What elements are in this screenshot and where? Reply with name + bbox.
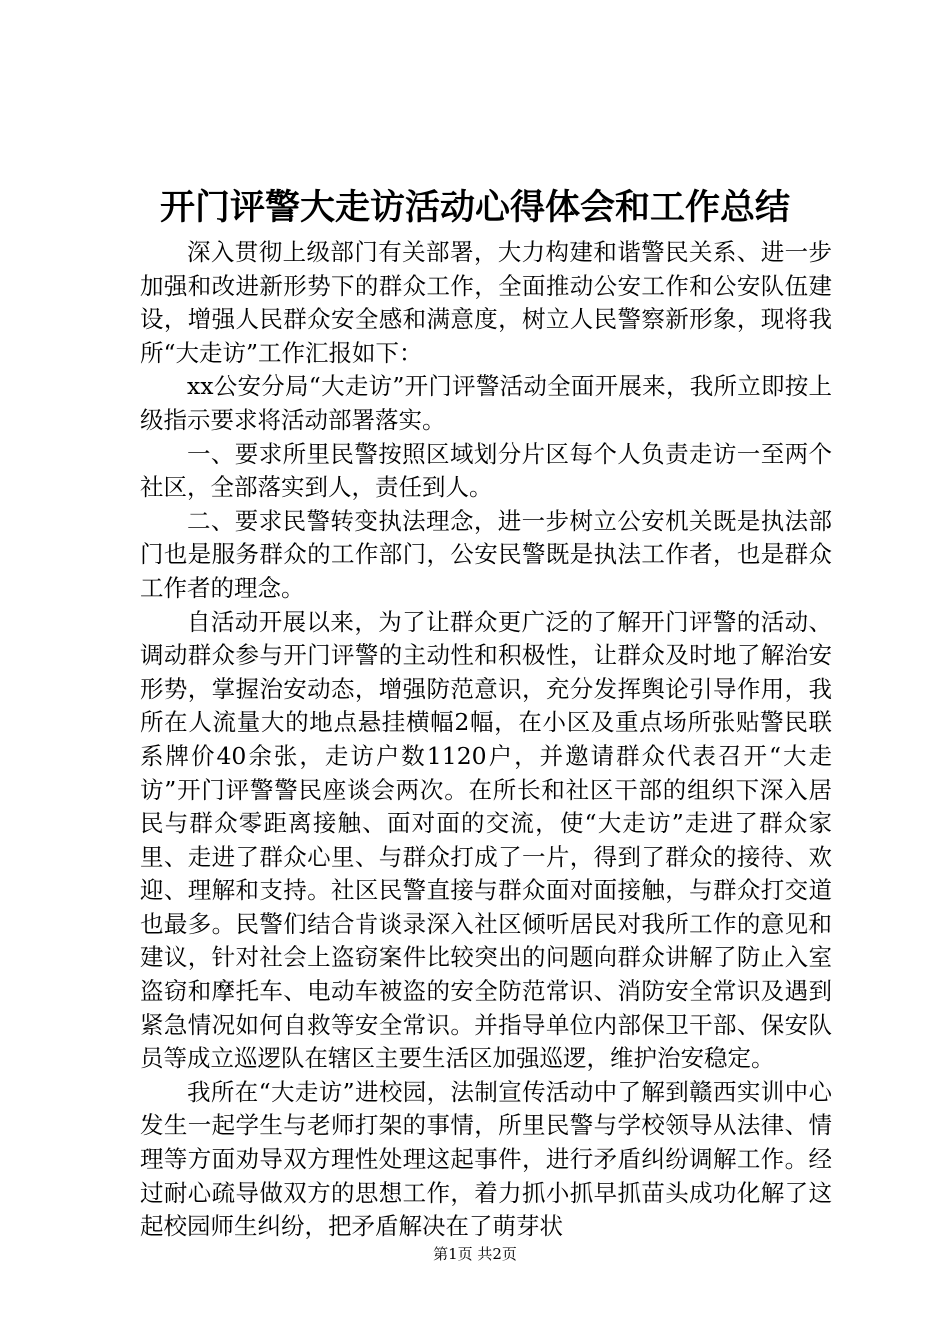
paragraph-requirement-one: 一、要求所里民警按照区域划分片区每个人负责走访一至两个社区，全部落实到人，责任到人。 xyxy=(140,439,832,502)
document-body xyxy=(140,236,832,1244)
document-title: 开门评警大走访活动心得体会和工作总结 xyxy=(159,188,790,228)
page-number-footer: 第1页 共2页 xyxy=(433,1245,517,1263)
paragraph-campus: 我所在“大走访”进校园，法制宣传活动中了解到赣西实训中心发生一起学生与老师打架的事情，所里民警与学校领导从法律、情理等方面劝导双方理性处理这起事件，进行矛盾纠纷调解工作。经过耐心疏导做双方的思想工作，着力抓小抓早抓苗头成功化解了这起校园师生纠纷，把矛盾解决在了萌芽状 xyxy=(140,1077,832,1241)
paragraph-intro: 深入贯彻上级部门有关部署，大力构建和谐警民关系、进一步加强和改进新形势下的群众工作，全面推动公安工作和公安队伍建设，增强人民群众安全感和满意度，树立人民警察新形象，现将我所“大走访”工作汇报如下： xyxy=(140,238,832,367)
paragraph-requirement-two: 二、要求民警转变执法理念，进一步树立公安机关既是执法部门也是服务群众的工作部门，公安民警既是执法工作者，也是群众工作者的理念。 xyxy=(140,506,832,602)
paragraph-activities: 自活动开展以来，为了让群众更广泛的了解开门评警的活动、调动群众参与开门评警的主动性和积极性，让群众及时地了解治安形势，掌握治安动态，增强防范意识，充分发挥舆论引导作用，我所在人流量大的地点悬挂横幅2幅，在小区及重点场所张贴警民联系牌价40余张，走访户数1120户，并邀请群众代表召开“大走访”开门评警警民座谈会两次。在所长和社区干部的组织下深入居民与群众零距离接触、面对面的交流，使“大走访”走进了群众家里、走进了群众心里、与群众打成了一片，得到了群众的接待、欢迎、理解和支持。社区民警直接与群众面对面接触，与群众打交道也最多。民警们结合肯谈录深入社区倾听居民对我所工作的意见和建议，针对社会上盗窃案件比较突出的问题向群众讲解了防止入室盗窃和摩托车、电动车被盗的安全防范常识、消防安全常识及遇到紧急情况如何自救等安全常识。并指导单位内部保卫干部、保安队员等成立巡逻队在辖区主要生活区加强巡逻，维护治安稳定。 xyxy=(140,607,832,1073)
paragraph-launch: xx公安分局“大走访”开门评警活动全面开展来，我所立即按上级指示要求将活动部署落实。 xyxy=(140,372,832,434)
